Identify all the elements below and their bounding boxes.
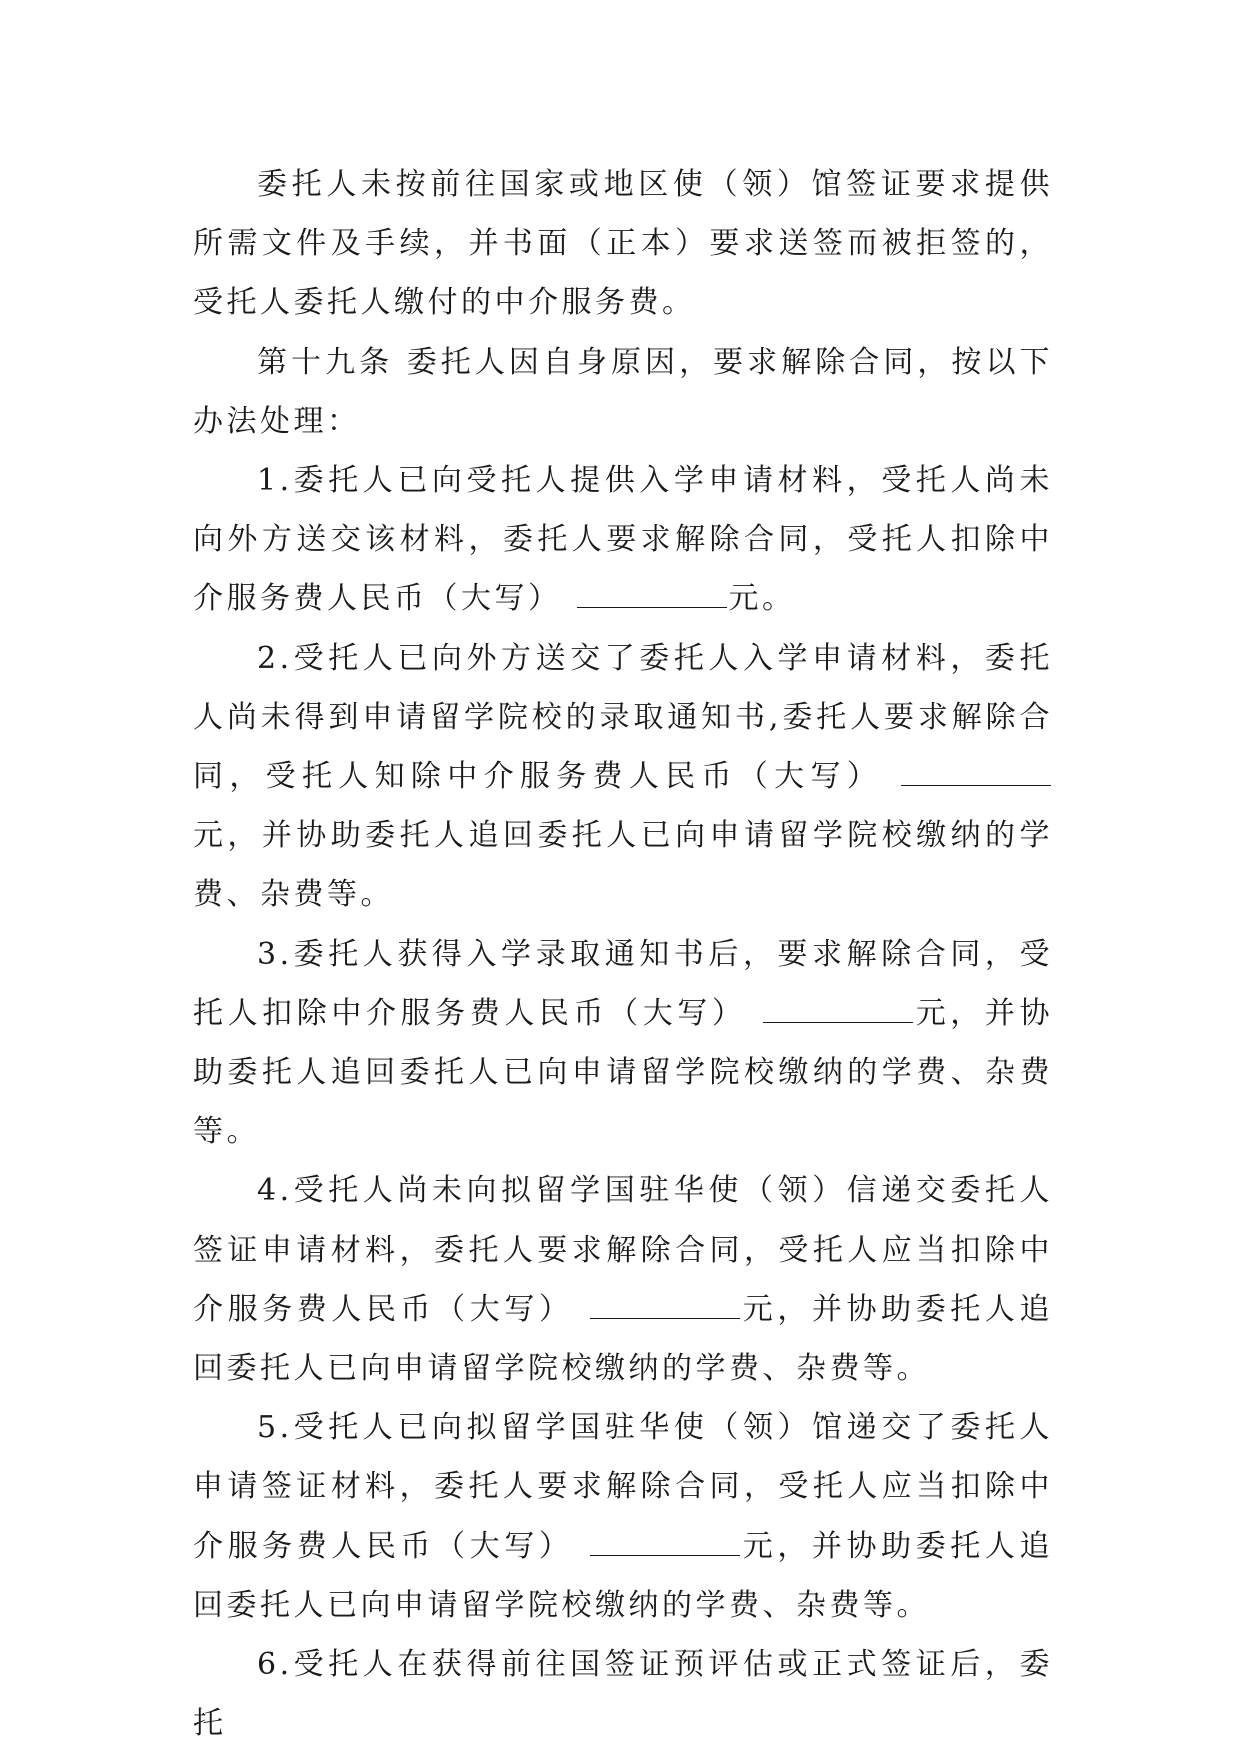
amount-blank — [763, 998, 913, 1023]
clause-text-before: 2.受托人已向外方送交了委托人入学申请材料，委托人尚未得到申请留学院校的录取通知书,委托人要求解除合同，受托人知除中介服务费人民币（大写） — [193, 640, 1053, 795]
amount-blank — [577, 583, 727, 608]
clause-2 — [193, 629, 1053, 925]
amount-blank — [590, 1531, 740, 1556]
paragraph-text: 第十九条 委托人因自身原因，要求解除合同，按以下办法处理： — [193, 344, 1053, 439]
clause-text-before: 5.受托人已向拟留学国驻华使（领）馆递交了委托人申请签证材料，委托人要求解除合同，受托人应当扣除中介服务费人民币（大写） — [193, 1410, 1053, 1564]
clause-6 — [193, 1635, 1053, 1753]
clause-text-after: 元，并协助委托人追回委托人已向申请留学院校缴纳的学费、杂费等。 — [193, 1528, 1053, 1623]
clause-1 — [193, 451, 1053, 629]
clause-5 — [193, 1398, 1053, 1635]
clause-4 — [193, 1161, 1053, 1398]
clause-text-after: 元，并协助委托人追回委托人已向申请留学院校缴纳的学费、杂费等。 — [193, 1291, 1053, 1387]
article-19-heading — [193, 333, 1053, 451]
clause-3 — [193, 925, 1053, 1162]
clause-text-after: 元，并协助委托人追回委托人已向申请留学院校缴纳的学费、杂费等。 — [193, 818, 1053, 913]
paragraph-text: 6.受托人在获得前往国签证预评估或正式签证后，委托 — [193, 1647, 1053, 1742]
document-body — [193, 155, 1053, 1753]
paragraph-visa-refusal — [193, 155, 1053, 333]
amount-blank — [590, 1294, 740, 1319]
amount-blank — [901, 761, 1051, 786]
clause-text-after: 元。 — [728, 581, 796, 617]
paragraph-text: 委托人未按前往国家或地区使（领）馆签证要求提供所需文件及手续，并书面（正本）要求送签而被拒签的，受托人委托人缴付的中介服务费。 — [193, 167, 1053, 321]
clause-text-before: 1.委托人已向受托人提供入学申请材料，受托人尚未向外方送交该材料，委托人要求解除合同，受托人扣除中介服务费人民币（大写） — [193, 463, 1053, 617]
clause-text-before: 4.受托人尚未向拟留学国驻华使（领）信递交委托人签证申请材料，委托人要求解除合同，受托人应当扣除中介服务费人民币（大写） — [193, 1173, 1053, 1327]
clause-text-before: 3.委托人获得入学录取通知书后，要求解除合同，受托人扣除中介服务费人民币（大写） — [193, 936, 1053, 1031]
clause-text-after: 元，并协助委托人追回委托人已向申请留学院校缴纳的学费、杂费等。 — [193, 995, 1053, 1150]
